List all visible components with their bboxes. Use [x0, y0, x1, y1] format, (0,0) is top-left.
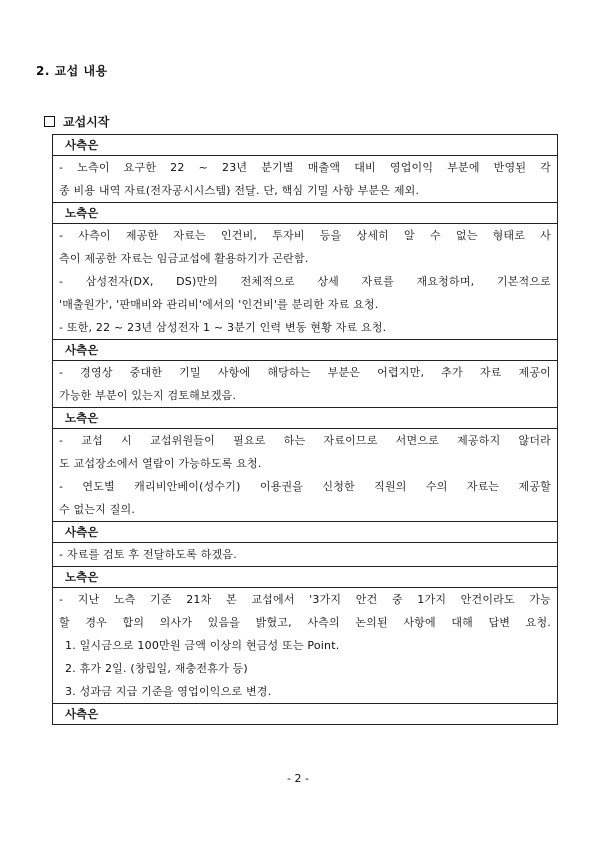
speaker-label: 사측은 [53, 135, 558, 156]
content-cell [53, 588, 558, 704]
speaker-row [53, 203, 558, 224]
content-cell [53, 156, 558, 203]
content-line: - 지난 노측 기준 21차 본 교섭에서 '3가지 안건 중 1가지 안건이라도 가능 [59, 593, 551, 606]
content-line: 도 교섭장소에서 열람이 가능하도록 요청. [59, 457, 262, 470]
content-line: '매출원가', '판매비와 관리비'에서의 '인건비'를 분리한 자료 요청. [59, 298, 379, 311]
content-line: - 자료를 검토 후 전달하도록 하겠음. [59, 548, 237, 561]
content-line: - 연도별 캐리비안베이(성수기) 이용권을 신청한 직원의 수의 자료는 제공할 [59, 480, 551, 493]
speaker-row [53, 340, 558, 361]
content-line: 2. 휴가 2일. (창립일, 재충전휴가 등) [65, 662, 248, 675]
content-line: 종 비용 내역 자료(전자공시시스템) 전달. 단, 핵심 기밀 사항 부분은 제외. [59, 184, 420, 197]
content-line: - 삼성전자(DX, DS)만의 전체적으로 상세 자료를 재요청하며, 기본적으로 [59, 275, 551, 288]
section-title: 2. 교섭 내용 [36, 64, 108, 78]
content-line: - 경영상 중대한 기밀 사항에 해당하는 부분은 어렵지만, 추가 자료 제공이 [59, 366, 551, 379]
content-cell [53, 224, 558, 340]
content-line: 수 없는지 질의. [59, 503, 136, 516]
content-row [53, 543, 558, 567]
content-line: 할 경우 합의 의사가 있음을 밝혔고, 사측의 논의된 사항에 대해 답변 요청. [59, 616, 551, 629]
speaker-label: 노측은 [53, 203, 558, 224]
content-line: 3. 성과금 지급 기준을 영업이익으로 변경. [65, 685, 272, 698]
content-line: 가능한 부분이 있는지 검토해보겠음. [59, 389, 237, 402]
speaker-label: 사측은 [53, 340, 558, 361]
content-row [53, 588, 558, 704]
speaker-label: 사측은 [53, 522, 558, 543]
content-line: - 또한, 22 ~ 23년 삼성전자 1 ~ 3분기 인력 변동 현황 자료 요청. [59, 321, 387, 334]
content-line: 1. 일시금으로 100만원 금액 이상의 현금성 또는 Point. [65, 639, 340, 652]
content-line: - 노측이 요구한 22 ~ 23년 분기별 매출액 대비 영업이익 부분에 반영된 각 [59, 161, 551, 174]
content-row [53, 361, 558, 408]
speaker-row [53, 567, 558, 588]
subsection-title: 교섭시작 [63, 115, 110, 129]
speaker-row [53, 704, 558, 725]
content-line: 측이 제공한 자료는 임금교섭에 활용하기가 곤란함. [59, 252, 309, 265]
page-number: - 2 - [287, 772, 309, 785]
speaker-label: 사측은 [53, 704, 558, 725]
subsection-heading [44, 113, 109, 130]
content-line: - 교섭 시 교섭위원들이 필요로 하는 자료이므로 서면으로 제공하지 않더라 [59, 434, 551, 447]
content-row [53, 156, 558, 203]
content-row [53, 224, 558, 340]
content-cell [53, 429, 558, 522]
speaker-label: 노측은 [53, 567, 558, 588]
speaker-row [53, 135, 558, 156]
checkbox-square-icon [44, 116, 55, 127]
content-line: - 사측이 제공한 자료는 인건비, 투자비 등을 상세히 알 수 없는 형태로 사 [59, 229, 551, 242]
content-cell [53, 543, 558, 567]
speaker-row [53, 408, 558, 429]
speaker-label: 노측은 [53, 408, 558, 429]
speaker-row [53, 522, 558, 543]
content-row [53, 429, 558, 522]
negotiation-table [52, 134, 558, 725]
content-cell [53, 361, 558, 408]
